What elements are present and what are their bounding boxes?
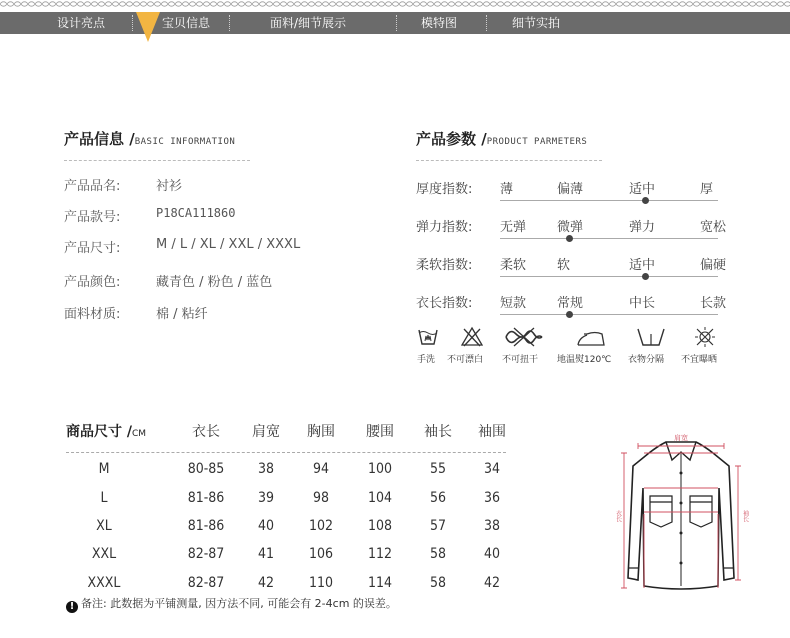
diagram-shoulder-label: 肩宽	[674, 434, 688, 442]
param-label: 柔软指数:	[416, 258, 473, 273]
size-row-label: M	[98, 461, 110, 477]
size-table-title	[66, 421, 146, 441]
nav-item-highlights[interactable]: 设计亮点	[57, 16, 106, 30]
size-title-cn: 商品尺寸 /	[66, 424, 132, 440]
size-cell: 102	[308, 518, 334, 534]
info-label-colors: 产品颜色:	[64, 275, 121, 290]
size-cell: 98	[312, 490, 330, 506]
nav-separator	[396, 15, 397, 31]
size-cell: 38	[257, 461, 275, 477]
no-wring-icon	[504, 326, 544, 348]
diagram-sleeve-label: 袖长	[741, 510, 749, 522]
param-label: 衣长指数:	[416, 296, 473, 311]
diagram-length-label: 衣长	[614, 510, 622, 522]
size-row-label: XXL	[91, 546, 117, 562]
info-label-sizes: 产品尺寸:	[64, 241, 121, 256]
nav-item-fabric-details[interactable]: 面料/细节展示	[270, 16, 347, 30]
basic-info-title	[64, 128, 235, 149]
care-label-separate: 衣物分隔	[628, 355, 665, 365]
size-cell: 55	[429, 461, 447, 477]
info-label-material: 面料材质:	[64, 307, 121, 322]
info-label-style-no: 产品款号:	[64, 210, 121, 225]
size-cell: 114	[367, 575, 393, 591]
care-label-no-sun: 不宜曝晒	[681, 355, 718, 365]
info-value-material: 棉 / 粘纤	[156, 307, 208, 322]
param-option: 长款	[700, 296, 727, 311]
size-cell: 41	[257, 546, 275, 562]
no-bleach-icon	[461, 326, 483, 348]
iron-icon	[575, 326, 607, 348]
nav-separator	[132, 15, 133, 31]
size-cell: 58	[429, 546, 447, 562]
param-selected-marker	[566, 235, 573, 242]
care-label-iron: 地温熨120℃	[557, 355, 612, 365]
size-cell: 36	[483, 490, 501, 506]
size-row-label: L	[100, 490, 108, 506]
size-cell: 81-86	[187, 490, 225, 506]
size-cell: 104	[367, 490, 393, 506]
care-label-no-bleach: 不可漂白	[447, 355, 484, 365]
size-cell: 42	[257, 575, 275, 591]
shirt-measurement-diagram	[606, 428, 756, 598]
nav-separator	[486, 15, 487, 31]
nav-item-detail-photos[interactable]: 细节实拍	[512, 16, 561, 30]
param-option: 偏硬	[700, 258, 727, 273]
size-cell: 42	[483, 575, 501, 591]
size-cell: 94	[312, 461, 330, 477]
size-cell: 110	[308, 575, 334, 591]
params-title	[416, 128, 587, 149]
param-option: 软	[557, 258, 571, 273]
size-cell: 40	[257, 518, 275, 534]
size-table-divider	[66, 452, 506, 453]
measurement-note	[66, 595, 397, 613]
size-row-label: XXXL	[87, 575, 121, 591]
param-label: 弹力指数:	[416, 220, 473, 235]
info-label-name: 产品品名:	[64, 179, 121, 194]
size-cell: 57	[429, 518, 447, 534]
size-cell: 112	[367, 546, 393, 562]
info-value-style-no: P18CA111860	[156, 206, 236, 220]
info-value-name: 衬衫	[156, 179, 183, 194]
size-cell: 56	[429, 490, 447, 506]
size-cell: 81-86	[187, 518, 225, 534]
params-title-cn: 产品参数 /	[416, 130, 487, 148]
nav-item-model[interactable]: 模特图	[421, 16, 458, 30]
size-cell: 82-87	[187, 546, 225, 562]
param-scale-line	[500, 314, 718, 315]
param-label: 厚度指数:	[416, 182, 473, 197]
size-column-header: 袖围	[478, 424, 506, 440]
size-cell: 40	[483, 546, 501, 562]
top-border-decoration	[0, 0, 790, 8]
param-option: 中长	[629, 296, 656, 311]
info-value-colors: 藏青色 / 粉色 / 蓝色	[156, 275, 273, 290]
size-row-label: XL	[96, 518, 112, 534]
param-scale-line	[500, 276, 718, 277]
size-column-header: 胸围	[307, 424, 335, 440]
size-column-header: 腰围	[366, 424, 394, 440]
param-option: 常规	[557, 296, 584, 311]
divider	[64, 160, 250, 161]
param-option: 宽松	[700, 220, 727, 235]
basic-info-title-cn: 产品信息 /	[64, 130, 135, 148]
nav-separator	[229, 15, 230, 31]
divider	[416, 160, 602, 161]
care-label-no-wring: 不可扭干	[502, 355, 539, 365]
exclamation-icon: !	[66, 601, 78, 613]
size-cell: 58	[429, 575, 447, 591]
param-selected-marker	[642, 197, 649, 204]
size-column-header: 肩宽	[252, 424, 280, 440]
param-option: 薄	[500, 182, 514, 197]
size-cell: 38	[483, 518, 501, 534]
size-column-header: 袖长	[424, 424, 452, 440]
param-selected-marker	[566, 311, 573, 318]
nav-active-indicator	[136, 12, 160, 42]
param-option: 柔软	[500, 258, 527, 273]
no-sun-dry-icon	[694, 326, 716, 348]
size-column-header: 衣长	[192, 424, 220, 440]
nav-bar	[0, 12, 790, 34]
param-option: 厚	[700, 182, 714, 197]
size-cell: 82-87	[187, 575, 225, 591]
param-option: 适中	[629, 182, 656, 197]
param-scale-line	[500, 200, 718, 201]
hand-wash-icon	[418, 326, 438, 348]
separate-wash-icon	[636, 326, 666, 348]
param-option: 弹力	[629, 220, 656, 235]
size-title-unit: CM	[132, 429, 147, 439]
care-label-hand-wash: 手洗	[417, 355, 436, 365]
basic-info-title-en: BASIC INFORMATION	[134, 137, 236, 147]
param-option: 无弹	[500, 220, 527, 235]
param-option: 微弹	[557, 220, 584, 235]
size-cell: 100	[367, 461, 393, 477]
param-option: 短款	[500, 296, 527, 311]
size-cell: 39	[257, 490, 275, 506]
param-scale-line	[500, 238, 718, 239]
params-title-en: PRODUCT PARMETERS	[486, 137, 588, 147]
param-selected-marker	[642, 273, 649, 280]
nav-item-product-info[interactable]: 宝贝信息	[162, 16, 211, 30]
size-cell: 108	[367, 518, 393, 534]
param-option: 偏薄	[557, 182, 584, 197]
info-value-sizes: M / L / XL / XXL / XXXL	[156, 237, 301, 252]
param-option: 适中	[629, 258, 656, 273]
size-cell: 34	[483, 461, 501, 477]
size-cell: 80-85	[187, 461, 225, 477]
size-cell: 106	[308, 546, 334, 562]
measurement-note-text: 备注: 此数据为平铺测量, 因方法不同, 可能会有 2-4cm 的误差。	[81, 597, 397, 610]
